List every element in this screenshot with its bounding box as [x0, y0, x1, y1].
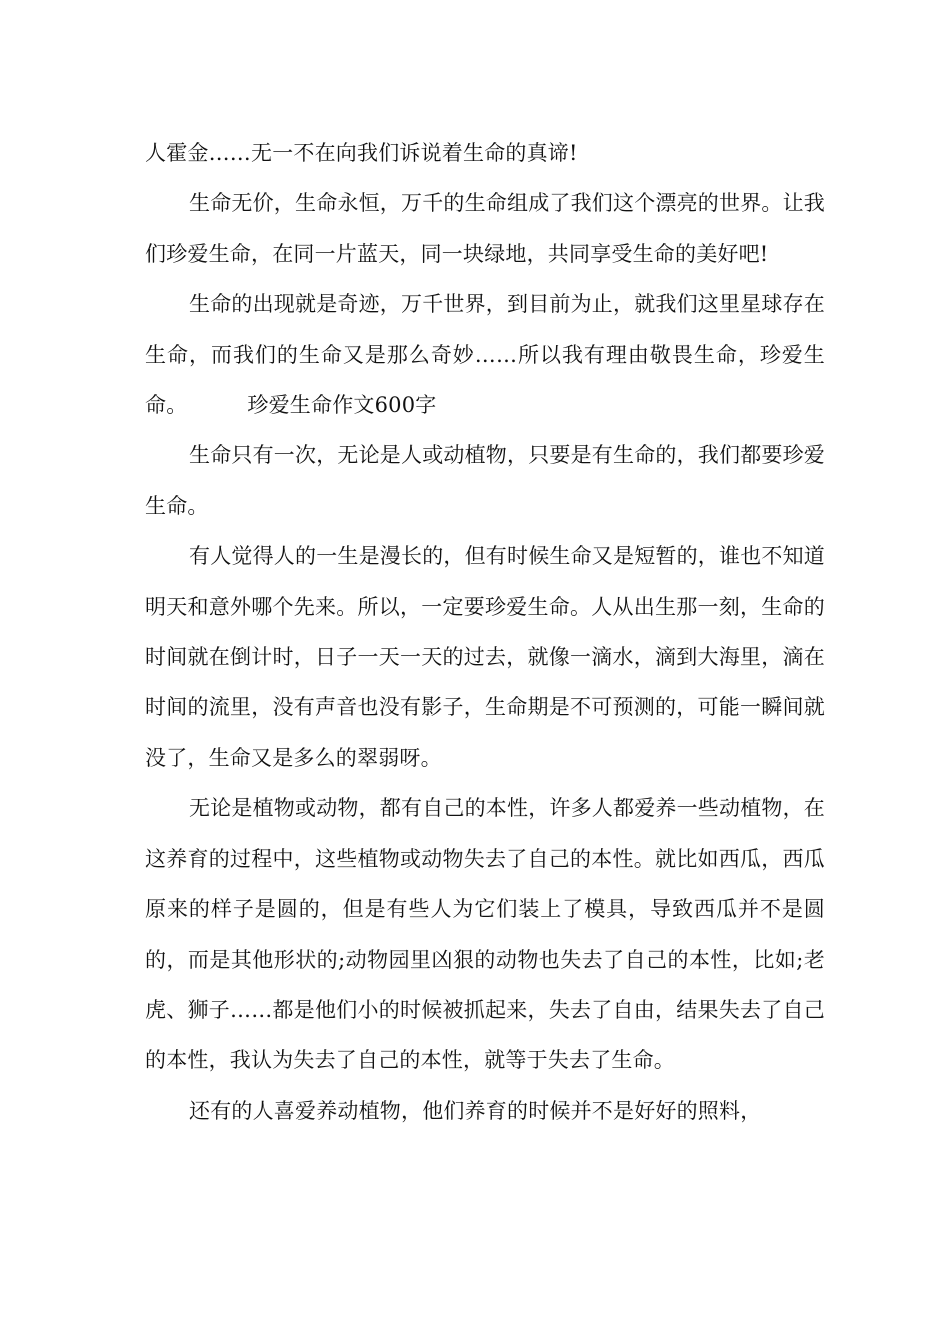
document-body: [145, 128, 825, 1136]
paragraph-4: 生命只有一次，无论是人或动植物，只要是有生命的，我们都要珍爱生命。: [145, 443, 825, 518]
paragraph-7: 还有的人喜爱养动植物，他们养育的时候并不是好好的照料，: [189, 1098, 762, 1123]
paragraph-6: 无论是植物或动物，都有自己的本性，许多人都爱养一些动植物，在这养育的过程中，这些植物或动物失去了自己的本性。就比如西瓜，西瓜原来的样子是圆的，但是有些人为它们装上了模具，导致西瓜并不是圆的，而是其他形状的;动物园里凶狠的动物也失去了自己的本性，比如;老虎、狮子……都是他们小的时候被抓起来，失去了自由，结果失去了自己的本性，我认为失去了自己的本性，就等于失去了生命。: [145, 796, 825, 1073]
paragraph-1: 人霍金……无一不在向我们诉说着生命的真谛!: [145, 141, 578, 165]
paragraph-3: [145, 279, 825, 430]
essay-title: 珍爱生命作文600字: [247, 393, 437, 418]
paragraph-2: 生命无价，生命永恒，万千的生命组成了我们这个漂亮的世界。让我们珍爱生命，在同一片蓝天，同一块绿地，共同享受生命的美好吧!: [145, 191, 825, 266]
paragraph-3-text: 生命的出现就是奇迹，万千世界，到目前为止，就我们这里星球存在生命，而我们的生命又是那么奇妙……所以我有理由敬畏生命，珍爱生命。: [145, 292, 825, 418]
paragraph-5: 有人觉得人的一生是漫长的，但有时候生命又是短暂的，谁也不知道明天和意外哪个先来。所以，一定要珍爱生命。人从出生那一刻，生命的时间就在倒计时，日子一天一天的过去，就像一滴水，滴到大海里，滴在时间的流里，没有声音也没有影子，生命期是不可预测的，可能一瞬间就没了，生命又是多么的翠弱呀。: [145, 544, 825, 770]
